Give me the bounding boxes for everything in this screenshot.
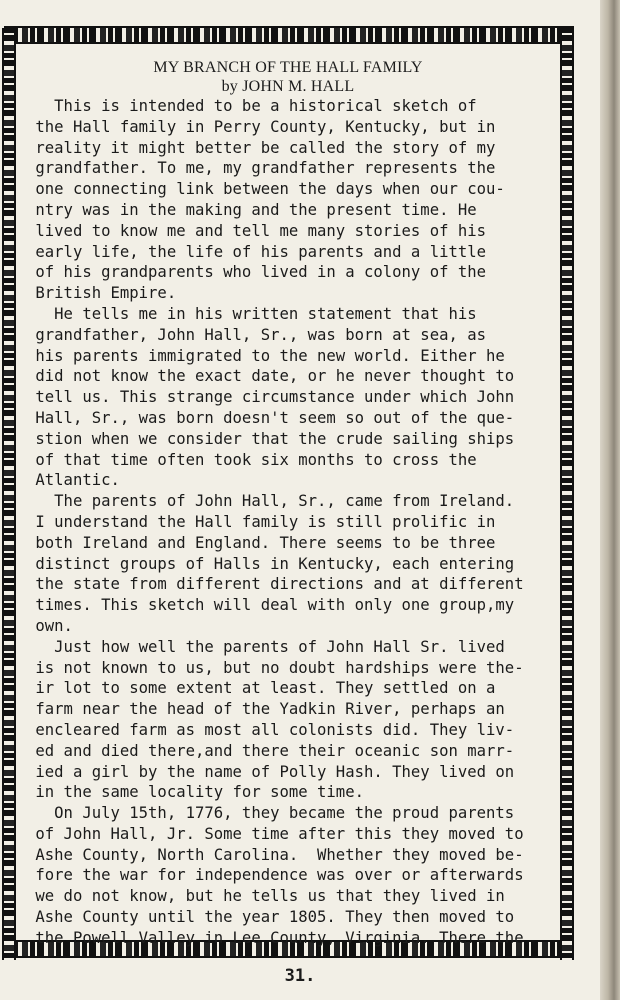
text-line: encleared farm as most all colonists did. They liv-: [26, 720, 515, 739]
text-line: On July 15th, 1776, they became the proud parents: [26, 804, 515, 823]
text-line: British Empire.: [26, 284, 177, 303]
text-line: Atlantic.: [26, 471, 120, 490]
text-line: farm near the head of the Yadkin River, perhaps an: [26, 700, 505, 719]
text-line: I understand the Hall family is still prolific in: [26, 512, 496, 531]
decorative-border-top: [4, 26, 574, 44]
article-body: [26, 58, 550, 949]
text-line: his parents immigrated to the new world. Either he: [26, 346, 505, 365]
text-line: ied a girl by the name of Polly Hash. They lived on: [26, 762, 515, 781]
text-line: tell us. This strange circumstance under which John: [26, 388, 515, 407]
text-line: grandfather, John Hall, Sr., was born at sea, as: [26, 325, 487, 344]
text-line: Just how well the parents of John Hall Sr. lived: [26, 637, 505, 656]
text-line: He tells me in his written statement that his: [26, 304, 477, 323]
text-line: fore the war for independence was over or afterwards: [26, 866, 524, 885]
text-line: own.: [26, 616, 73, 635]
text-line: one connecting link between the days when our cou-: [26, 180, 505, 199]
text-line: of John Hall, Jr. Some time after this they moved to: [26, 824, 524, 843]
text-line: in the same locality for some time.: [26, 783, 364, 802]
text-line: times. This sketch will deal with only one group,my: [26, 596, 515, 615]
text-line: ir lot to some extent at least. They settled on a: [26, 679, 496, 698]
text-line: The parents of John Hall, Sr., came from Ireland.: [26, 492, 515, 511]
text-line: Ashe County until the year 1805. They then moved to: [26, 908, 515, 927]
text-line: both Ireland and England. There seems to be three: [26, 533, 496, 552]
text-line: the state from different directions and at different: [26, 575, 524, 594]
article-byline: by JOHN M. HALL: [221, 78, 355, 95]
text-line: Hall, Sr., was born doesn't seem so out of the que-: [26, 408, 515, 427]
text-line: of that time often took six months to cross the: [26, 450, 477, 469]
text-line: distinct groups of Halls in Kentucky, each entering: [26, 554, 515, 573]
page-number: 31.: [284, 966, 316, 986]
text-line: the Powell Valley in Lee County, Virginia. There the: [26, 928, 524, 947]
text-line: the Hall family in Perry County, Kentucky, but in: [26, 117, 496, 136]
text-line: Ashe County, North Carolina. Whether they moved be-: [26, 845, 524, 864]
text-line: lived to know me and tell me many stories of his: [26, 221, 487, 240]
decorative-border-left: [2, 28, 16, 960]
text-line: This is intended to be a historical sketch of: [26, 97, 477, 115]
decorative-border-right: [560, 28, 574, 960]
text-line: ntry was in the making and the present time. He: [26, 200, 477, 219]
text-line: of his grandparents who lived in a colony of the: [26, 263, 487, 282]
text-line: reality it might better be called the story of my: [26, 138, 496, 157]
text-line: we do not know, but he tells us that they lived in: [26, 887, 505, 906]
text-line: is not known to us, but no doubt hardships were the-: [26, 658, 524, 677]
text-line: early life, the life of his parents and a little: [26, 242, 487, 261]
book-spine: [600, 0, 620, 1000]
text-line: did not know the exact date, or he never thought to: [26, 367, 515, 386]
article-title: MY BRANCH OF THE HALL FAMILY: [153, 59, 423, 76]
text-line: stion when we consider that the crude sailing ships: [26, 429, 515, 448]
article-text: [26, 96, 550, 949]
text-line: grandfather. To me, my grandfather represents the: [26, 159, 496, 178]
text-line: ed and died there,and there their oceanic son marr-: [26, 741, 515, 760]
